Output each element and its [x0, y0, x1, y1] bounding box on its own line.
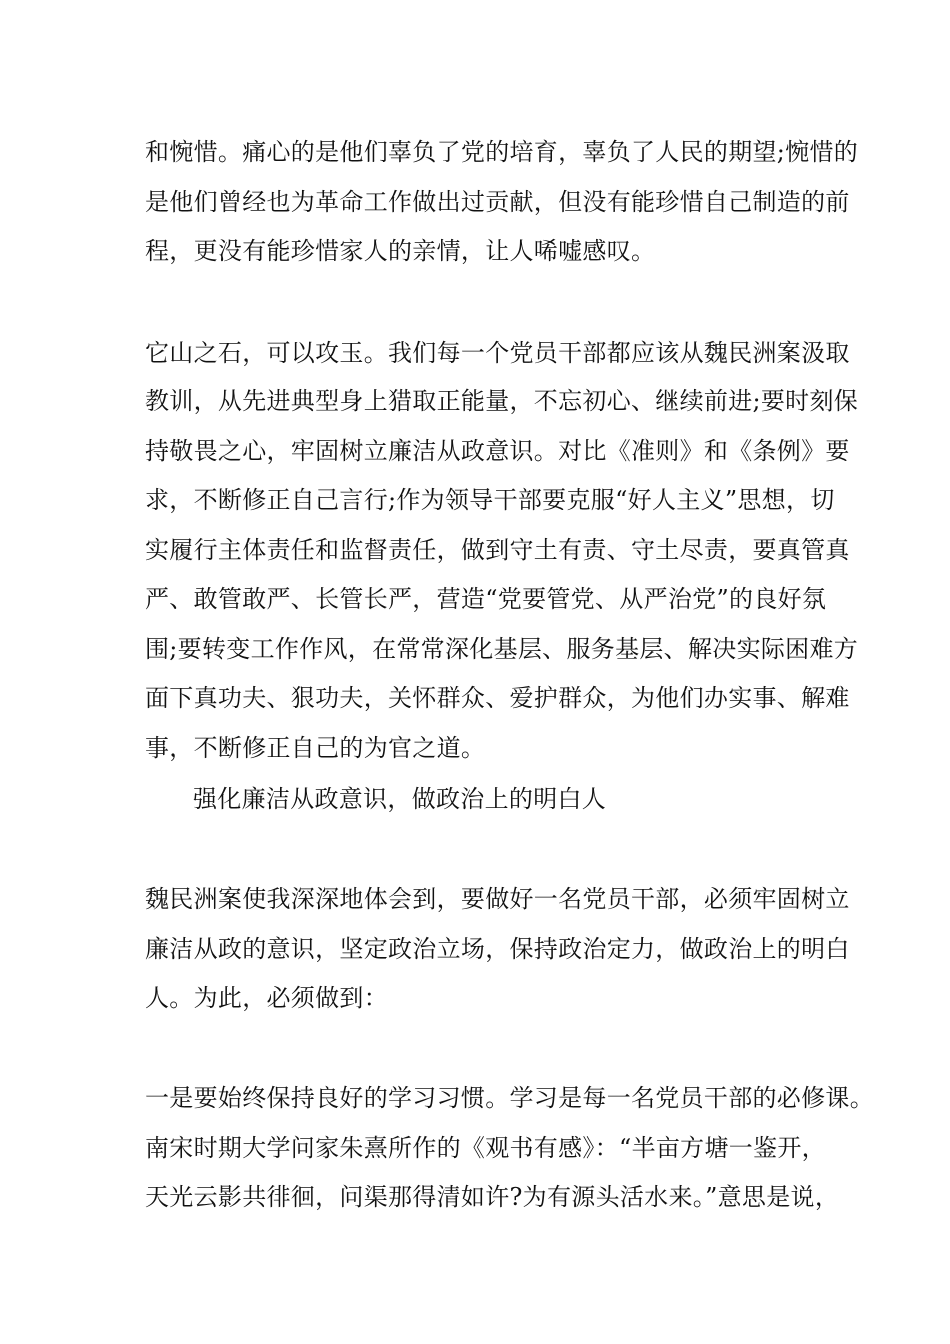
- text-line: 南宋时期大学问家朱熹所作的《观书有感》：“半亩方塘一鉴开，: [145, 1134, 826, 1162]
- text-line: 魏民洲案使我深深地体会到，要做好一名党员干部，必须牢固树立: [145, 885, 850, 913]
- text-line: 和惋惜。痛心的是他们辜负了党的培育，辜负了人民的期望;惋惜的: [145, 138, 859, 166]
- section-heading: 强化廉洁从政意识，做政治上的明白人: [193, 785, 607, 813]
- text-line: 持敬畏之心，牢固树立廉洁从政意识。对比《准则》和《条例》要: [145, 437, 850, 465]
- text-line: 人。为此，必须做到：: [145, 984, 388, 1012]
- text-line: 教训，从先进典型身上猎取正能量，不忘初心、继续前进;要时刻保: [145, 387, 859, 415]
- text-line: 一是要始终保持良好的学习习惯。学习是每一名党员干部的必修课。: [145, 1084, 874, 1112]
- text-line: 廉洁从政的意识，坚定政治立场，保持政治定力，做政治上的明白: [145, 935, 850, 963]
- text-line: 程，更没有能珍惜家人的亲情，让人唏嘘感叹。: [145, 237, 656, 265]
- text-line: 是他们曾经也为革命工作做出过贡献，但没有能珍惜自己制造的前: [145, 188, 850, 216]
- text-line: 面下真功夫、狠功夫，关怀群众、爱护群众，为他们办实事、解难: [145, 684, 850, 712]
- text-line: 求，不断修正自己言行;作为领导干部要克服“好人主义”思想，切: [145, 486, 835, 514]
- text-line: 事，不断修正自己的为官之道。: [145, 734, 486, 762]
- text-line: 严、敢管敢严、长管长严，营造“党要管党、从严治党”的良好氛: [145, 585, 827, 613]
- text-line: 实履行主体责任和监督责任，做到守土有责、守土尽责，要真管真: [145, 536, 850, 564]
- text-line: 天光云影共徘徊，问渠那得清如许?为有源头活水来。”意思是说，: [145, 1183, 840, 1211]
- text-line: 它山之石，可以攻玉。我们每一个党员干部都应该从魏民洲案汲取: [145, 339, 850, 367]
- text-line: 围;要转变工作作风，在常常深化基层、服务基层、解决实际困难方: [145, 635, 859, 663]
